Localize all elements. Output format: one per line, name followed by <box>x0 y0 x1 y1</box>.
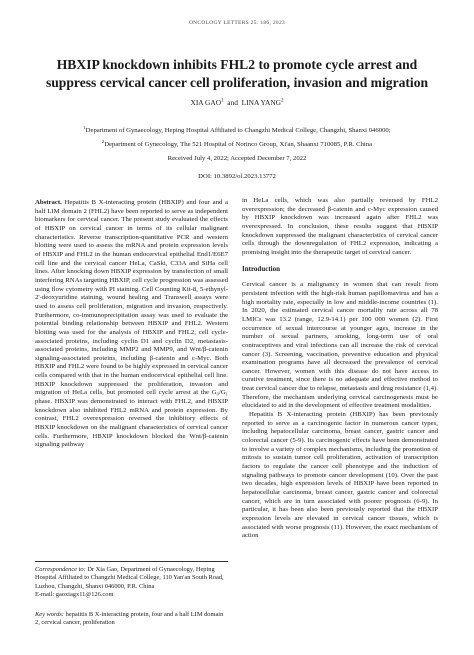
author-conjunction: and <box>227 98 238 107</box>
introduction-heading: Introduction <box>242 264 280 273</box>
introduction-paragraph-1: Cervical cancer is a malignancy in women that can result from persistent infection with the high-risk human papillomavirus and has a high mortality rate, especially in low and middle-income countries (1). In 2020, the estimated cervical cancer mortality rate across all 78 LMICs was 13.2 (range, 12.9-14.1) per 100 000 women (2). First occurrence of sexual intercourse at younger ages, increase in the number of sexual partners, smoking, long-term use of oral contraceptives and viral infections can all increase the risk of cervical cancer (3). Screening, vaccination, preventive education and physical examination programs have all decreased the prevalence of cervical cancer. However, women with this disease do not have access to curative treatment, since there is no adequate and effective method to treat cervical cancer due to relapse, metastasis and drug resistance (1,4). Therefore, the mechanism underlying cervical carcinogenesis must be elucidated to aid in the development of effective treatment modalities. <box>242 281 438 410</box>
author-name: XIA GAO <box>190 98 222 107</box>
affiliation-line <box>0 123 474 137</box>
author-affil-marker: 1 <box>221 98 224 104</box>
footnote-divider <box>35 561 228 562</box>
abstract-heading: Abstract. <box>35 199 62 206</box>
abstract-text: Hepatitis B X-interacting protein (HBXIP) and four and a half LIM domain 2 (FHL2) have been reported to serve as independent biomarkers for cervical cancer. The present study evaluated the effects of HBXIP on cervical cancer in terms of its cellular malignant characteristics. Reverse transcription-quantitative PCR and western blotting were used to assess the mRNA and protein expression levels of HBXIP and FHL2 in the human endocervical epithelial End1/E6E7 cell line and the cervical cancer HeLa, CaSki, C33A and SiHa cell lines. After knocking down HBXIP expression by transfection of small interfering RNAs targeting HBXIP, cell cycle progression was assessed using flow cytometry with PI staining. Cell Counting Kit-8, 5-ethynyl-2'-deoxyuridine staining, wound healing and Transwell assays were used to assess cell proliferation, migration and invasion, respectively. Furthermore, co-immunoprecipitation assay was used to evaluate the potential binding relationship between HBXIP and FHL2. Western blotting was used for the analysis of HBXIP and FHL2, cell cycle-associated proteins, including cyclin D1 and cyclin D2, metastasis-associated proteins, including MMP2 and MMP9, and Wnt/β-catenin signaling-associated proteins, including β-catenin and c-Myc. Both HBXIP and FHL2 were found to be highly expressed in cervical cancer cells compared with that in the human endocervical epithelial cell line. HBXIP knockdown suppressed the proliferation, invasion and migration of HeLa cells, but promoted cell cycle arrest at the G₀/G₁ phase. HBXIP was demonstrated to interact with FHL2, and HBXIP knockdown also inhibited FHL2 mRNA and protein expression. By contrast, FHL2 overexpression reversed the inhibitory effects of HBXIP knockdown on the malignant characteristics of cervical cancer cells. Furthermore, HBXIP knockdown blocked the Wnt/β-catenin signaling pathway <box>35 199 229 449</box>
affiliation-marker: 2 <box>101 138 105 144</box>
affiliations <box>0 123 474 151</box>
author-name: LINA YANG <box>241 98 282 107</box>
affiliation-marker: 1 <box>83 125 86 130</box>
introduction-paragraph-2: Hepatitis B X-interacting protein (HBXIP) has been previously reported to serve as a carcinogenic factor in numerous cancer types, including hepatocellular carcinoma, breast cancer, gastric cancer and colorectal cancer (5-9). Its carcinogenic effects have been demonstrated to involve a variety of complex mechanisms, including the promotion of mitosis to sustain tumor cell proliferation, activation of transcription factors to regulate the cancer cell phenotype and the induction of signaling pathways to promote cancer development (10). Over the past two decades, high expression levels of HBXIP have been reported in hepatocellular carcinoma, breast cancer, gastric cancer and colorectal cancer, which are in turn associated with poorer prognosis (6-9). In particular, it has been also been previously reported that the HBXIP expression levels are elevated in cervical cancer tissues, which is associated with worse prognosis (11). However, the exact mechanism of action <box>242 411 438 540</box>
correspondence-label: Correspondence to: <box>35 566 86 573</box>
keywords-footnote <box>35 611 228 628</box>
correspondence-text: Dr Xia Gao, Department of Gynaecology, Heping Hospital Affiliated to Changzhi Medical College, 110 Yan'an South Road, Luzhou, Changzhi, Shanxi 046000, P.R. China <box>35 566 224 590</box>
running-head: ONCOLOGY LETTERS 25: 186, 2023 <box>188 20 286 26</box>
received-accepted-dates: Received July 4, 2022; Accepted December 7, 2022 <box>167 155 307 162</box>
abstract-paragraph <box>35 199 228 450</box>
paper-title: HBXIP knockdown inhibits FHL2 to promote cycle arrest and suppress cervical cancer cell proliferation, invasion and migration <box>45 57 429 90</box>
keywords-label: Key words: <box>35 611 65 618</box>
correspondence-footnote <box>35 566 228 599</box>
abstract-continued: in HeLa cells, which was also partially reversed by FHL2 overexpression; the decreased β-catenin and c-Myc expression caused by HBXIP knockdown was increased again after FHL2 was overexpressed. In conclusion, these results suggest that HBXIP knockdown suppressed the malignant characteristics of cervical cancer cells through the downregulation of FHL2 expression, indicating a promising insight into the therapeutic target of cervical cancer. <box>242 197 438 256</box>
right-column <box>242 197 438 541</box>
left-column <box>35 199 228 450</box>
affiliation-text: Department of Gynecology, The 521 Hospital of Norinco Group, Xi'an, Shaanxi 710085, P.R. China <box>104 141 373 149</box>
author-affil-marker: 2 <box>281 98 284 104</box>
affiliation-text: Department of Gynaecology, Heping Hospital Affiliated to Changzhi Medical College, Changzhi, Shanxi 046000; <box>85 127 391 135</box>
correspondence-email: E-mail: gaoxiagx11@126.com <box>35 590 114 598</box>
author-line <box>0 98 474 107</box>
affiliation-line <box>0 137 474 151</box>
keywords-text: hepatitis B X-interacting protein, four and a half LIM domain 2, cervical cancer, proliferation <box>35 611 224 627</box>
doi: DOI: 10.3892/ol.2023.13772 <box>198 173 276 180</box>
